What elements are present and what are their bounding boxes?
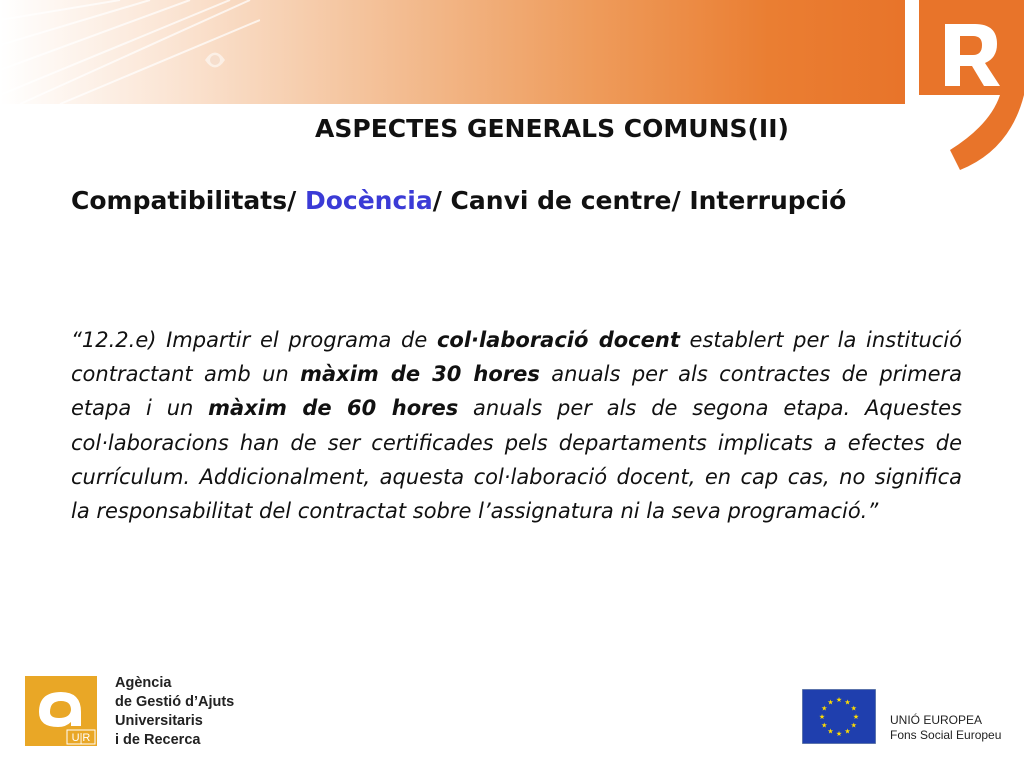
page-title: ASPECTES GENERALS COMUNS(II) (315, 114, 789, 143)
eu-star-icon: ★ (818, 713, 826, 721)
agency-line-1: Agència (115, 675, 172, 691)
eu-star-icon: ★ (835, 730, 843, 738)
quote-bold-3: màxim de 60 hores (208, 396, 459, 421)
header-band (0, 0, 905, 104)
agency-logo-icon (25, 676, 97, 746)
header-pattern-icon (0, 0, 260, 104)
quote-text-3: anuals per als contractes de primera etapa i un (71, 362, 962, 421)
agency-line-3: Universitaris (115, 713, 203, 729)
r-logo-icon (905, 0, 1024, 175)
subtitle-accent: Docència (304, 186, 433, 215)
slide-subtitle (71, 186, 846, 215)
subtitle-part-1: Compatibilitats/ (71, 186, 305, 215)
quote-text-1: “12.2.e) Impartir el programa de (71, 328, 437, 352)
eu-star-icon: ★ (850, 704, 857, 713)
quote-bold-2: màxim de 30 hores (300, 362, 540, 387)
quote-paragraph (71, 323, 962, 528)
eu-line-1: UNIÓ EUROPEA (890, 713, 983, 727)
agency-name (115, 674, 234, 750)
agency-logo-label: U|R (71, 732, 91, 744)
eu-star-icon: ★ (852, 713, 860, 721)
eu-star-icon: ★ (850, 721, 857, 730)
eu-star-icon: ★ (827, 698, 834, 707)
eu-star-icon: ★ (821, 721, 828, 730)
eu-star-icon: ★ (844, 727, 851, 736)
quote-bold-1: col·laboració docent (436, 328, 680, 352)
eu-star-icon: ★ (835, 696, 843, 704)
quote-text-4: anuals per als de segona etapa. Aquestes col·laboracions han de ser certificades pels departaments implicats a efectes de currículum. Addicionalment, aquesta col·laboració docent, en cap cas, no significa la responsabilitat del contractat sobre l’assignatura ni la seva programació.” (71, 396, 962, 524)
subtitle-part-3: / Canvi de centre/ Interrupció (432, 186, 847, 215)
eu-star-icon: ★ (821, 704, 828, 713)
eu-flag-icon (802, 689, 876, 744)
eu-label (890, 713, 1001, 743)
eu-star-icon: ★ (827, 727, 834, 736)
eu-line-2: Fons Social Europeu (890, 728, 1002, 742)
eu-star-icon: ★ (844, 698, 851, 707)
quote-text-2: establert per la institució contractant amb un (71, 328, 962, 387)
agency-line-2: de Gestió d’Ajuts (115, 694, 235, 710)
agency-line-4: i de Recerca (115, 732, 201, 748)
